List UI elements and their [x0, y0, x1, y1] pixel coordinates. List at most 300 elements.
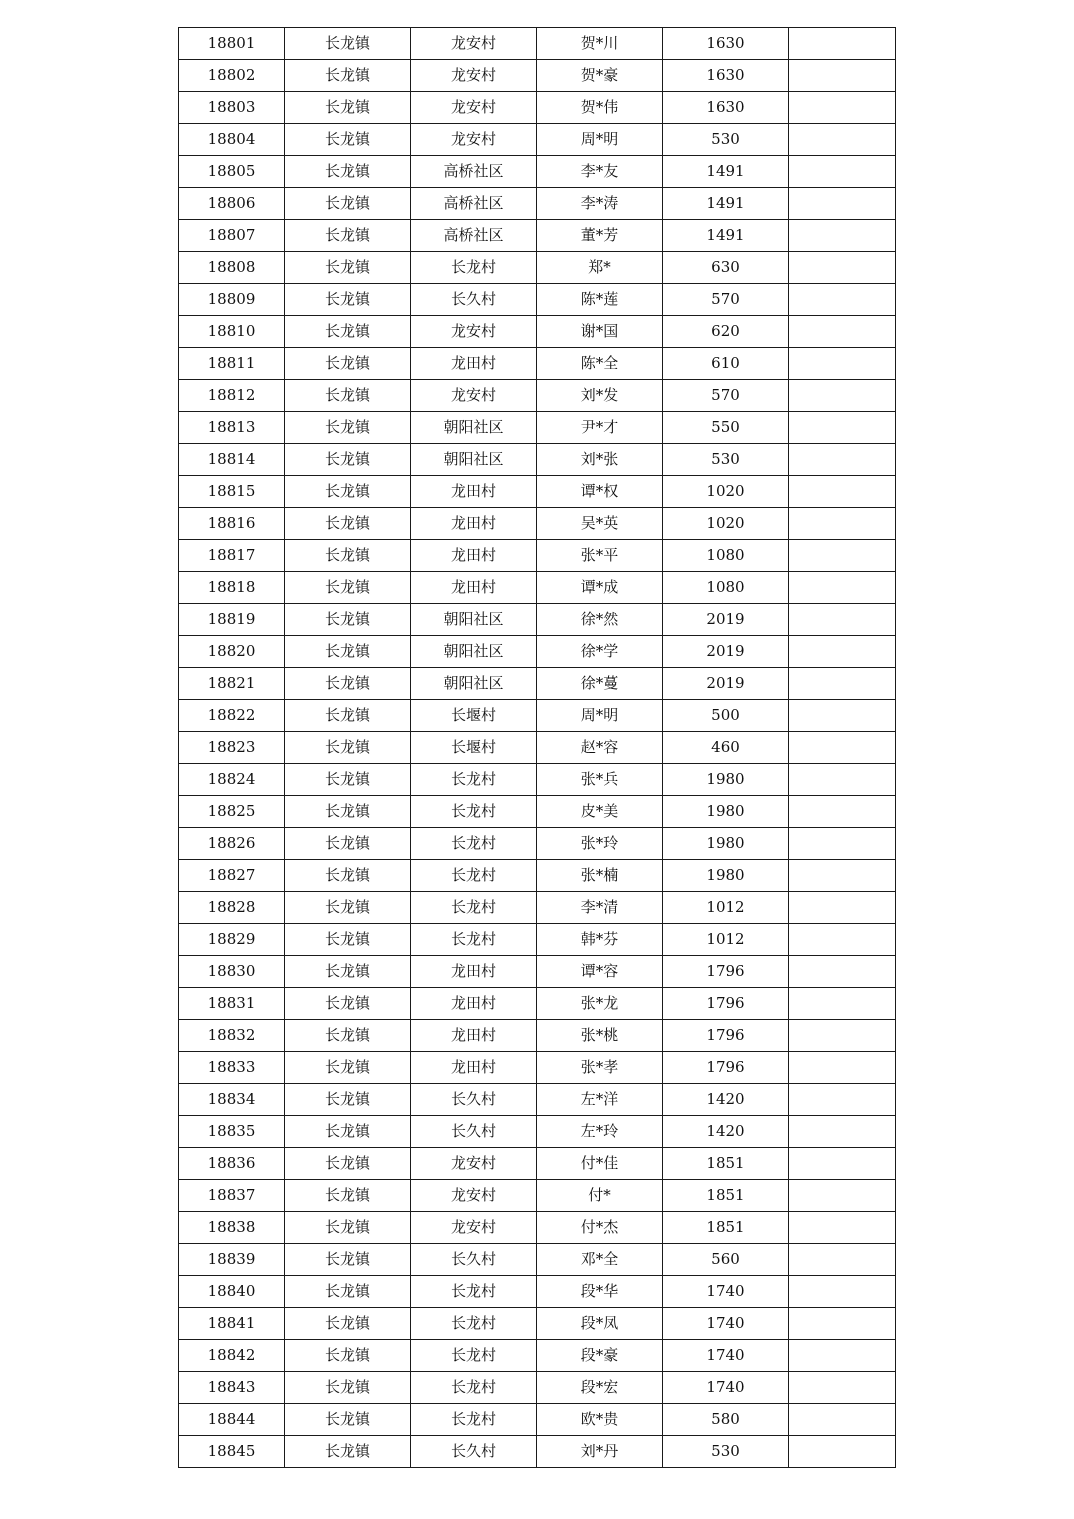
- cell-town: 长龙镇: [285, 412, 411, 444]
- cell-town: 长龙镇: [285, 956, 411, 988]
- cell-note: [789, 1404, 896, 1436]
- cell-serial-number: 18823: [179, 732, 285, 764]
- table-row: [179, 1052, 896, 1084]
- cell-serial-number: 18820: [179, 636, 285, 668]
- cell-amount: 580: [663, 1404, 789, 1436]
- table-row: [179, 316, 896, 348]
- cell-amount: 500: [663, 700, 789, 732]
- cell-town: 长龙镇: [285, 156, 411, 188]
- cell-name: 徐*蔓: [537, 668, 663, 700]
- cell-serial-number: 18821: [179, 668, 285, 700]
- table-row: [179, 572, 896, 604]
- cell-note: [789, 604, 896, 636]
- cell-town: 长龙镇: [285, 348, 411, 380]
- cell-village: 龙安村: [411, 1148, 537, 1180]
- cell-name: 张*楠: [537, 860, 663, 892]
- cell-serial-number: 18805: [179, 156, 285, 188]
- cell-name: 谭*容: [537, 956, 663, 988]
- cell-village: 长龙村: [411, 892, 537, 924]
- cell-serial-number: 18830: [179, 956, 285, 988]
- cell-town: 长龙镇: [285, 60, 411, 92]
- table-row: [179, 732, 896, 764]
- cell-note: [789, 988, 896, 1020]
- cell-note: [789, 700, 896, 732]
- cell-amount: 1491: [663, 188, 789, 220]
- table-row: [179, 188, 896, 220]
- cell-name: 周*明: [537, 124, 663, 156]
- table-row: [179, 1436, 896, 1468]
- cell-town: 长龙镇: [285, 988, 411, 1020]
- cell-note: [789, 956, 896, 988]
- cell-note: [789, 1276, 896, 1308]
- table-row: [179, 1372, 896, 1404]
- cell-amount: 630: [663, 252, 789, 284]
- cell-town: 长龙镇: [285, 668, 411, 700]
- cell-amount: 560: [663, 1244, 789, 1276]
- cell-village: 龙田村: [411, 508, 537, 540]
- table-row: [179, 604, 896, 636]
- table-row: [179, 476, 896, 508]
- cell-serial-number: 18817: [179, 540, 285, 572]
- cell-village: 高桥社区: [411, 156, 537, 188]
- cell-note: [789, 28, 896, 60]
- cell-name: 谢*国: [537, 316, 663, 348]
- table-row: [179, 1244, 896, 1276]
- cell-amount: 1740: [663, 1372, 789, 1404]
- cell-village: 长龙村: [411, 1404, 537, 1436]
- cell-town: 长龙镇: [285, 284, 411, 316]
- cell-amount: 620: [663, 316, 789, 348]
- table-row: [179, 1308, 896, 1340]
- cell-amount: 1630: [663, 28, 789, 60]
- cell-village: 龙田村: [411, 572, 537, 604]
- cell-village: 长龙村: [411, 1340, 537, 1372]
- cell-town: 长龙镇: [285, 636, 411, 668]
- cell-town: 长龙镇: [285, 860, 411, 892]
- cell-note: [789, 1308, 896, 1340]
- cell-amount: 1851: [663, 1212, 789, 1244]
- cell-village: 长久村: [411, 284, 537, 316]
- cell-amount: 550: [663, 412, 789, 444]
- cell-amount: 1980: [663, 860, 789, 892]
- cell-village: 长龙村: [411, 1372, 537, 1404]
- table-row: [179, 60, 896, 92]
- cell-serial-number: 18815: [179, 476, 285, 508]
- cell-note: [789, 860, 896, 892]
- cell-name: 徐*学: [537, 636, 663, 668]
- cell-town: 长龙镇: [285, 1148, 411, 1180]
- cell-name: 左*洋: [537, 1084, 663, 1116]
- table-row: [179, 796, 896, 828]
- cell-village: 龙安村: [411, 1212, 537, 1244]
- cell-name: 李*友: [537, 156, 663, 188]
- cell-name: 赵*容: [537, 732, 663, 764]
- cell-amount: 1630: [663, 60, 789, 92]
- table-row: [179, 508, 896, 540]
- cell-name: 韩*芬: [537, 924, 663, 956]
- table-row: [179, 924, 896, 956]
- cell-village: 长久村: [411, 1244, 537, 1276]
- cell-name: 张*桃: [537, 1020, 663, 1052]
- roster-table-body: [179, 28, 896, 1468]
- cell-name: 付*: [537, 1180, 663, 1212]
- cell-serial-number: 18811: [179, 348, 285, 380]
- cell-village: 龙田村: [411, 1052, 537, 1084]
- cell-name: 徐*然: [537, 604, 663, 636]
- cell-name: 吴*英: [537, 508, 663, 540]
- cell-amount: 1630: [663, 92, 789, 124]
- cell-name: 董*芳: [537, 220, 663, 252]
- cell-amount: 1851: [663, 1148, 789, 1180]
- cell-amount: 1020: [663, 476, 789, 508]
- cell-amount: 1740: [663, 1340, 789, 1372]
- cell-serial-number: 18819: [179, 604, 285, 636]
- cell-serial-number: 18840: [179, 1276, 285, 1308]
- cell-note: [789, 412, 896, 444]
- cell-town: 长龙镇: [285, 1372, 411, 1404]
- cell-village: 龙安村: [411, 124, 537, 156]
- cell-town: 长龙镇: [285, 1436, 411, 1468]
- cell-name: 欧*贵: [537, 1404, 663, 1436]
- cell-serial-number: 18844: [179, 1404, 285, 1436]
- cell-town: 长龙镇: [285, 1052, 411, 1084]
- table-row: [179, 828, 896, 860]
- cell-village: 朝阳社区: [411, 604, 537, 636]
- cell-serial-number: 18822: [179, 700, 285, 732]
- table-row: [179, 28, 896, 60]
- cell-name: 张*兵: [537, 764, 663, 796]
- cell-serial-number: 18842: [179, 1340, 285, 1372]
- cell-amount: 1020: [663, 508, 789, 540]
- cell-serial-number: 18807: [179, 220, 285, 252]
- table-row: [179, 956, 896, 988]
- cell-village: 龙田村: [411, 956, 537, 988]
- cell-serial-number: 18826: [179, 828, 285, 860]
- cell-name: 贺*伟: [537, 92, 663, 124]
- cell-name: 邓*全: [537, 1244, 663, 1276]
- cell-serial-number: 18845: [179, 1436, 285, 1468]
- table-row: [179, 668, 896, 700]
- cell-serial-number: 18816: [179, 508, 285, 540]
- cell-amount: 1080: [663, 540, 789, 572]
- cell-town: 长龙镇: [285, 1340, 411, 1372]
- cell-serial-number: 18829: [179, 924, 285, 956]
- cell-town: 长龙镇: [285, 1276, 411, 1308]
- cell-name: 尹*才: [537, 412, 663, 444]
- cell-serial-number: 18834: [179, 1084, 285, 1116]
- cell-village: 长堰村: [411, 700, 537, 732]
- cell-village: 高桥社区: [411, 188, 537, 220]
- table-row: [179, 988, 896, 1020]
- cell-amount: 1740: [663, 1308, 789, 1340]
- cell-amount: 1796: [663, 956, 789, 988]
- cell-name: 陈*全: [537, 348, 663, 380]
- table-row: [179, 1404, 896, 1436]
- cell-serial-number: 18824: [179, 764, 285, 796]
- cell-town: 长龙镇: [285, 796, 411, 828]
- cell-note: [789, 348, 896, 380]
- cell-note: [789, 1372, 896, 1404]
- cell-town: 长龙镇: [285, 1180, 411, 1212]
- cell-town: 长龙镇: [285, 92, 411, 124]
- cell-village: 长久村: [411, 1084, 537, 1116]
- cell-name: 张*孝: [537, 1052, 663, 1084]
- cell-village: 长龙村: [411, 828, 537, 860]
- cell-amount: 570: [663, 380, 789, 412]
- cell-note: [789, 444, 896, 476]
- cell-amount: 2019: [663, 604, 789, 636]
- cell-village: 长龙村: [411, 924, 537, 956]
- table-row: [179, 892, 896, 924]
- cell-village: 龙安村: [411, 316, 537, 348]
- cell-name: 段*凤: [537, 1308, 663, 1340]
- cell-note: [789, 476, 896, 508]
- cell-town: 长龙镇: [285, 220, 411, 252]
- cell-village: 龙安村: [411, 380, 537, 412]
- cell-amount: 1420: [663, 1084, 789, 1116]
- cell-note: [789, 1084, 896, 1116]
- cell-amount: 1796: [663, 1052, 789, 1084]
- table-row: [179, 124, 896, 156]
- cell-town: 长龙镇: [285, 1212, 411, 1244]
- cell-town: 长龙镇: [285, 1308, 411, 1340]
- cell-name: 谭*成: [537, 572, 663, 604]
- table-row: [179, 380, 896, 412]
- cell-serial-number: 18828: [179, 892, 285, 924]
- cell-amount: 1851: [663, 1180, 789, 1212]
- cell-note: [789, 572, 896, 604]
- table-row: [179, 220, 896, 252]
- table-row: [179, 1020, 896, 1052]
- cell-village: 长龙村: [411, 1308, 537, 1340]
- cell-village: 龙田村: [411, 1020, 537, 1052]
- cell-serial-number: 18825: [179, 796, 285, 828]
- cell-name: 郑*: [537, 252, 663, 284]
- cell-serial-number: 18831: [179, 988, 285, 1020]
- cell-amount: 610: [663, 348, 789, 380]
- cell-town: 长龙镇: [285, 1404, 411, 1436]
- cell-town: 长龙镇: [285, 892, 411, 924]
- cell-village: 长龙村: [411, 252, 537, 284]
- cell-town: 长龙镇: [285, 604, 411, 636]
- cell-town: 长龙镇: [285, 188, 411, 220]
- cell-serial-number: 18839: [179, 1244, 285, 1276]
- cell-name: 贺*豪: [537, 60, 663, 92]
- cell-town: 长龙镇: [285, 380, 411, 412]
- table-row: [179, 444, 896, 476]
- table-row: [179, 860, 896, 892]
- cell-town: 长龙镇: [285, 1020, 411, 1052]
- cell-village: 龙安村: [411, 28, 537, 60]
- cell-amount: 1012: [663, 924, 789, 956]
- cell-note: [789, 540, 896, 572]
- cell-serial-number: 18827: [179, 860, 285, 892]
- cell-note: [789, 60, 896, 92]
- cell-serial-number: 18843: [179, 1372, 285, 1404]
- cell-amount: 570: [663, 284, 789, 316]
- cell-village: 长龙村: [411, 1276, 537, 1308]
- cell-note: [789, 156, 896, 188]
- cell-serial-number: 18803: [179, 92, 285, 124]
- cell-name: 付*佳: [537, 1148, 663, 1180]
- cell-town: 长龙镇: [285, 924, 411, 956]
- cell-amount: 1491: [663, 220, 789, 252]
- cell-amount: 1796: [663, 1020, 789, 1052]
- cell-note: [789, 124, 896, 156]
- cell-serial-number: 18833: [179, 1052, 285, 1084]
- table-row: [179, 764, 896, 796]
- cell-name: 张*龙: [537, 988, 663, 1020]
- cell-amount: 1740: [663, 1276, 789, 1308]
- cell-serial-number: 18808: [179, 252, 285, 284]
- cell-serial-number: 18818: [179, 572, 285, 604]
- cell-amount: 2019: [663, 636, 789, 668]
- cell-serial-number: 18809: [179, 284, 285, 316]
- table-row: [179, 252, 896, 284]
- cell-serial-number: 18801: [179, 28, 285, 60]
- cell-note: [789, 380, 896, 412]
- cell-amount: 2019: [663, 668, 789, 700]
- cell-amount: 1012: [663, 892, 789, 924]
- cell-note: [789, 316, 896, 348]
- cell-name: 周*明: [537, 700, 663, 732]
- cell-village: 龙安村: [411, 60, 537, 92]
- table-row: [179, 1276, 896, 1308]
- cell-village: 长龙村: [411, 796, 537, 828]
- cell-name: 刘*丹: [537, 1436, 663, 1468]
- cell-amount: 530: [663, 124, 789, 156]
- cell-village: 朝阳社区: [411, 444, 537, 476]
- cell-name: 段*宏: [537, 1372, 663, 1404]
- cell-town: 长龙镇: [285, 1116, 411, 1148]
- cell-amount: 530: [663, 444, 789, 476]
- cell-serial-number: 18812: [179, 380, 285, 412]
- table-row: [179, 1340, 896, 1372]
- cell-village: 长龙村: [411, 764, 537, 796]
- table-row: [179, 636, 896, 668]
- cell-name: 张*玲: [537, 828, 663, 860]
- cell-town: 长龙镇: [285, 28, 411, 60]
- cell-town: 长龙镇: [285, 572, 411, 604]
- cell-note: [789, 796, 896, 828]
- cell-note: [789, 1020, 896, 1052]
- cell-note: [789, 1212, 896, 1244]
- cell-note: [789, 1148, 896, 1180]
- cell-note: [789, 1244, 896, 1276]
- cell-amount: 1080: [663, 572, 789, 604]
- cell-amount: 460: [663, 732, 789, 764]
- cell-name: 左*玲: [537, 1116, 663, 1148]
- cell-village: 长龙村: [411, 860, 537, 892]
- cell-serial-number: 18836: [179, 1148, 285, 1180]
- table-row: [179, 1116, 896, 1148]
- cell-name: 付*杰: [537, 1212, 663, 1244]
- cell-note: [789, 1116, 896, 1148]
- cell-village: 朝阳社区: [411, 636, 537, 668]
- cell-note: [789, 1052, 896, 1084]
- cell-name: 段*豪: [537, 1340, 663, 1372]
- cell-name: 谭*权: [537, 476, 663, 508]
- cell-name: 刘*发: [537, 380, 663, 412]
- table-row: [179, 284, 896, 316]
- cell-name: 段*华: [537, 1276, 663, 1308]
- cell-town: 长龙镇: [285, 252, 411, 284]
- cell-town: 长龙镇: [285, 1244, 411, 1276]
- cell-note: [789, 1180, 896, 1212]
- cell-village: 龙田村: [411, 540, 537, 572]
- cell-village: 龙田村: [411, 348, 537, 380]
- cell-note: [789, 220, 896, 252]
- cell-name: 张*平: [537, 540, 663, 572]
- cell-note: [789, 892, 896, 924]
- cell-town: 长龙镇: [285, 1084, 411, 1116]
- cell-note: [789, 252, 896, 284]
- cell-note: [789, 92, 896, 124]
- table-row: [179, 1212, 896, 1244]
- table-row: [179, 700, 896, 732]
- cell-name: 陈*莲: [537, 284, 663, 316]
- cell-note: [789, 284, 896, 316]
- cell-village: 龙安村: [411, 92, 537, 124]
- cell-village: 龙田村: [411, 476, 537, 508]
- table-row: [179, 1180, 896, 1212]
- cell-serial-number: 18804: [179, 124, 285, 156]
- cell-note: [789, 188, 896, 220]
- cell-serial-number: 18838: [179, 1212, 285, 1244]
- cell-note: [789, 764, 896, 796]
- cell-serial-number: 18802: [179, 60, 285, 92]
- cell-serial-number: 18841: [179, 1308, 285, 1340]
- cell-note: [789, 1436, 896, 1468]
- cell-village: 朝阳社区: [411, 668, 537, 700]
- cell-town: 长龙镇: [285, 540, 411, 572]
- cell-serial-number: 18832: [179, 1020, 285, 1052]
- cell-amount: 1980: [663, 764, 789, 796]
- cell-amount: 1980: [663, 796, 789, 828]
- cell-amount: 1420: [663, 1116, 789, 1148]
- cell-town: 长龙镇: [285, 444, 411, 476]
- cell-name: 皮*美: [537, 796, 663, 828]
- cell-town: 长龙镇: [285, 764, 411, 796]
- cell-village: 长久村: [411, 1116, 537, 1148]
- cell-town: 长龙镇: [285, 476, 411, 508]
- cell-note: [789, 668, 896, 700]
- cell-serial-number: 18813: [179, 412, 285, 444]
- cell-note: [789, 1340, 896, 1372]
- cell-note: [789, 636, 896, 668]
- cell-amount: 1491: [663, 156, 789, 188]
- table-row: [179, 348, 896, 380]
- cell-name: 李*清: [537, 892, 663, 924]
- table-row: [179, 92, 896, 124]
- cell-name: 贺*川: [537, 28, 663, 60]
- cell-town: 长龙镇: [285, 124, 411, 156]
- cell-serial-number: 18837: [179, 1180, 285, 1212]
- cell-serial-number: 18835: [179, 1116, 285, 1148]
- cell-amount: 1980: [663, 828, 789, 860]
- cell-town: 长龙镇: [285, 508, 411, 540]
- cell-village: 龙田村: [411, 988, 537, 1020]
- cell-town: 长龙镇: [285, 732, 411, 764]
- cell-village: 高桥社区: [411, 220, 537, 252]
- cell-serial-number: 18810: [179, 316, 285, 348]
- cell-village: 长堰村: [411, 732, 537, 764]
- cell-name: 刘*张: [537, 444, 663, 476]
- table-row: [179, 1084, 896, 1116]
- cell-village: 长久村: [411, 1436, 537, 1468]
- cell-village: 龙安村: [411, 1180, 537, 1212]
- cell-name: 李*涛: [537, 188, 663, 220]
